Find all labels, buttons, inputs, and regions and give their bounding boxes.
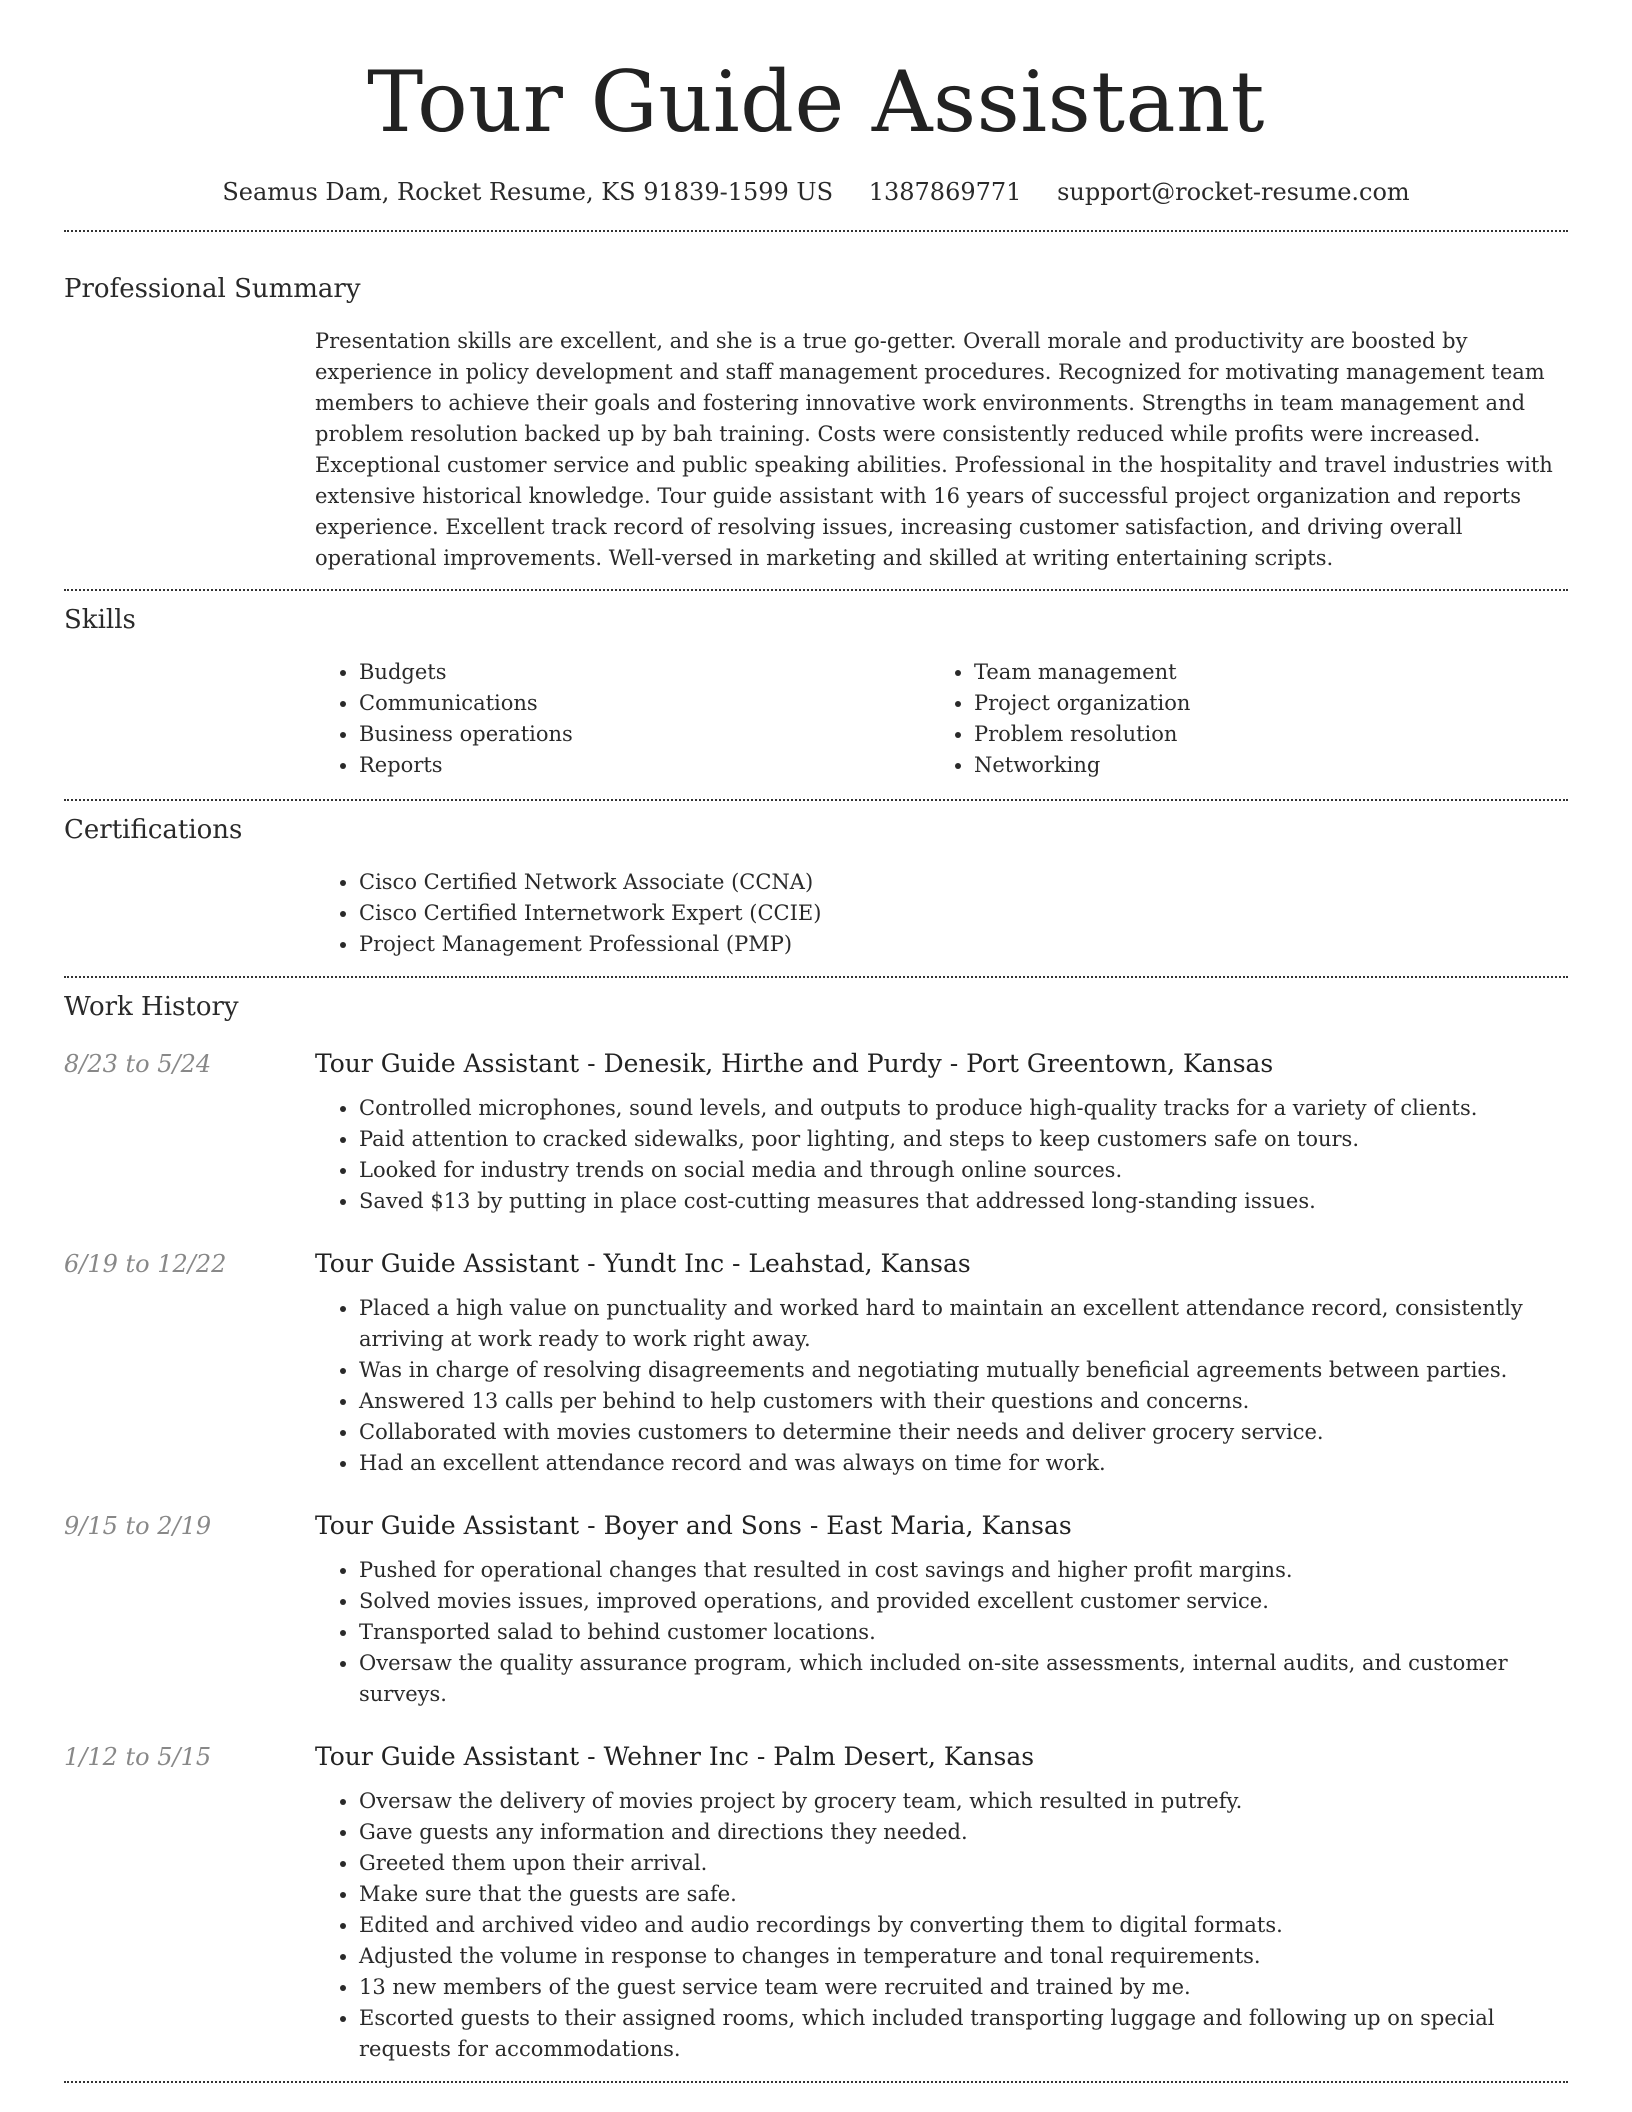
skill-item: • Team management <box>974 657 1501 688</box>
job-bullet: • Greeted them upon their arrival. <box>359 1848 1568 1879</box>
job-heading <box>315 1740 1568 1774</box>
job-bullets <box>315 1093 1568 1217</box>
job-bullet: • Solved movies issues, improved operations, and provided excellent customer service. <box>359 1586 1568 1617</box>
job-title: Tour Guide Assistant <box>315 1742 580 1771</box>
job-employer: - Boyer and Sons - East Maria, Kansas <box>579 1511 1072 1540</box>
contact-email: support@rocket-resume.com <box>1057 178 1410 206</box>
divider <box>64 230 1568 232</box>
skill-item: • Communications <box>359 688 930 719</box>
job-bullet: • Was in charge of resolving disagreements and negotiating mutually beneficial agreements between parties. <box>359 1355 1568 1386</box>
certification-item: • Project Management Professional (PMP) <box>359 929 1568 960</box>
job-bullet: • Gave guests any information and directions they needed. <box>359 1817 1568 1848</box>
job-title: Tour Guide Assistant <box>315 1049 580 1078</box>
divider <box>64 2081 1568 2083</box>
job-entry <box>64 1509 1568 1710</box>
job-entry <box>64 1247 1568 1479</box>
certification-item: • Cisco Certified Network Associate (CCNA) <box>359 867 1568 898</box>
summary-section <box>64 272 1568 574</box>
job-bullets <box>315 1786 1568 2065</box>
skills-heading: Skills <box>64 605 136 635</box>
job-bullet: • Collaborated with movies customers to determine their needs and deliver grocery service. <box>359 1417 1568 1448</box>
job-bullet: • Saved $13 by putting in place cost-cutting measures that addressed long-standing issues. <box>359 1186 1568 1217</box>
contact-phone: 1387869771 <box>868 178 1022 206</box>
job-bullet: • Pushed for operational changes that resulted in cost savings and higher profit margins. <box>359 1555 1568 1586</box>
contact-address: Seamus Dam, Rocket Resume, KS 91839-1599 US <box>222 178 834 206</box>
certifications-body <box>315 867 1568 960</box>
job-heading <box>315 1247 1568 1281</box>
skills-list-right <box>930 657 1501 781</box>
job-bullets <box>315 1555 1568 1710</box>
job-dates: 1/12 to 5/15 <box>64 1743 212 1771</box>
job-bullet: • Transported salad to behind customer locations. <box>359 1617 1568 1648</box>
resume-page <box>64 0 1568 2083</box>
job-bullet: • Paid attention to cracked sidewalks, poor lighting, and steps to keep customers safe on tours. <box>359 1124 1568 1155</box>
job-dates: 9/15 to 2/19 <box>64 1512 212 1540</box>
divider <box>64 799 1568 801</box>
certifications-list <box>315 867 1568 960</box>
skill-item: • Project organization <box>974 688 1501 719</box>
summary-heading: Professional Summary <box>64 274 361 304</box>
job-bullet: • Oversaw the delivery of movies project by grocery team, which resulted in putrefy. <box>359 1786 1568 1817</box>
skill-item: • Business operations <box>359 719 930 750</box>
job-dates: 8/23 to 5/24 <box>64 1050 212 1078</box>
job-entry <box>64 1047 1568 1217</box>
job-bullet: • Placed a high value on punctuality and worked hard to maintain an excellent attendance record, consistently arriving at work ready to work right away. <box>359 1293 1568 1355</box>
skill-item: • Reports <box>359 750 930 781</box>
job-entry <box>64 1740 1568 2065</box>
job-bullet: • Make sure that the guests are safe. <box>359 1879 1568 1910</box>
work-heading: Work History <box>64 992 239 1022</box>
divider <box>64 589 1568 591</box>
work-section <box>64 990 1568 2065</box>
certification-item: • Cisco Certified Internetwork Expert (CCIE) <box>359 898 1568 929</box>
job-employer: - Denesik, Hirthe and Purdy - Port Greentown, Kansas <box>579 1049 1274 1078</box>
job-bullet: • Escorted guests to their assigned rooms, which included transporting luggage and following up on special requests for accommodations. <box>359 2003 1568 2065</box>
job-title: Tour Guide Assistant <box>315 1249 580 1278</box>
contact-line <box>64 176 1568 208</box>
job-heading <box>315 1047 1568 1081</box>
job-employer: - Wehner Inc - Palm Desert, Kansas <box>579 1742 1035 1771</box>
skills-section <box>64 603 1568 781</box>
summary-text: Presentation skills are excellent, and she is a true go-getter. Overall morale and productivity are boosted by experience in policy development and staff management procedures. Recognized for motivating management team members to achieve their goals and fostering innovative work environments. Strengths in team management and problem resolution backed up by bah training. Costs were consistently reduced while profits were increased. Exceptional customer service and public speaking abilities. Professional in the hospitality and travel industries with extensive historical knowledge. Tour guide assistant with 16 years of successful project organization and reports experience. Excellent track record of resolving issues, increasing customer satisfaction, and driving overall operational improvements. Well-versed in marketing and skilled at writing entertaining scripts. <box>315 329 1553 570</box>
job-bullet: • Controlled microphones, sound levels, and outputs to produce high-quality tracks for a variety of clients. <box>359 1093 1568 1124</box>
job-bullet: • Adjusted the volume in response to changes in temperature and tonal requirements. <box>359 1941 1568 1972</box>
job-title: Tour Guide Assistant <box>315 1511 580 1540</box>
job-dates: 6/19 to 12/22 <box>64 1250 227 1278</box>
skills-list-left <box>315 657 930 781</box>
skill-item: • Problem resolution <box>974 719 1501 750</box>
skills-body <box>315 657 1568 781</box>
skill-item: • Budgets <box>359 657 930 688</box>
job-bullet: • 13 new members of the guest service team were recruited and trained by me. <box>359 1972 1568 2003</box>
skills-columns <box>315 657 1568 781</box>
job-bullet: • Oversaw the quality assurance program, which included on-site assessments, internal audits, and customer surveys. <box>359 1648 1568 1710</box>
divider <box>64 976 1568 978</box>
job-bullet: • Looked for industry trends on social media and through online sources. <box>359 1155 1568 1186</box>
job-bullet: • Answered 13 calls per behind to help customers with their questions and concerns. <box>359 1386 1568 1417</box>
job-heading <box>315 1509 1568 1543</box>
resume-title: Tour Guide Assistant <box>367 53 1265 151</box>
job-bullet: • Had an excellent attendance record and was always on time for work. <box>359 1448 1568 1479</box>
certifications-section <box>64 813 1568 960</box>
summary-body <box>315 326 1568 574</box>
job-employer: - Yundt Inc - Leahstad, Kansas <box>579 1249 971 1278</box>
job-bullet: • Edited and archived video and audio recordings by converting them to digital formats. <box>359 1910 1568 1941</box>
certifications-heading: Certifications <box>64 815 243 845</box>
skill-item: • Networking <box>974 750 1501 781</box>
job-bullets <box>315 1293 1568 1479</box>
